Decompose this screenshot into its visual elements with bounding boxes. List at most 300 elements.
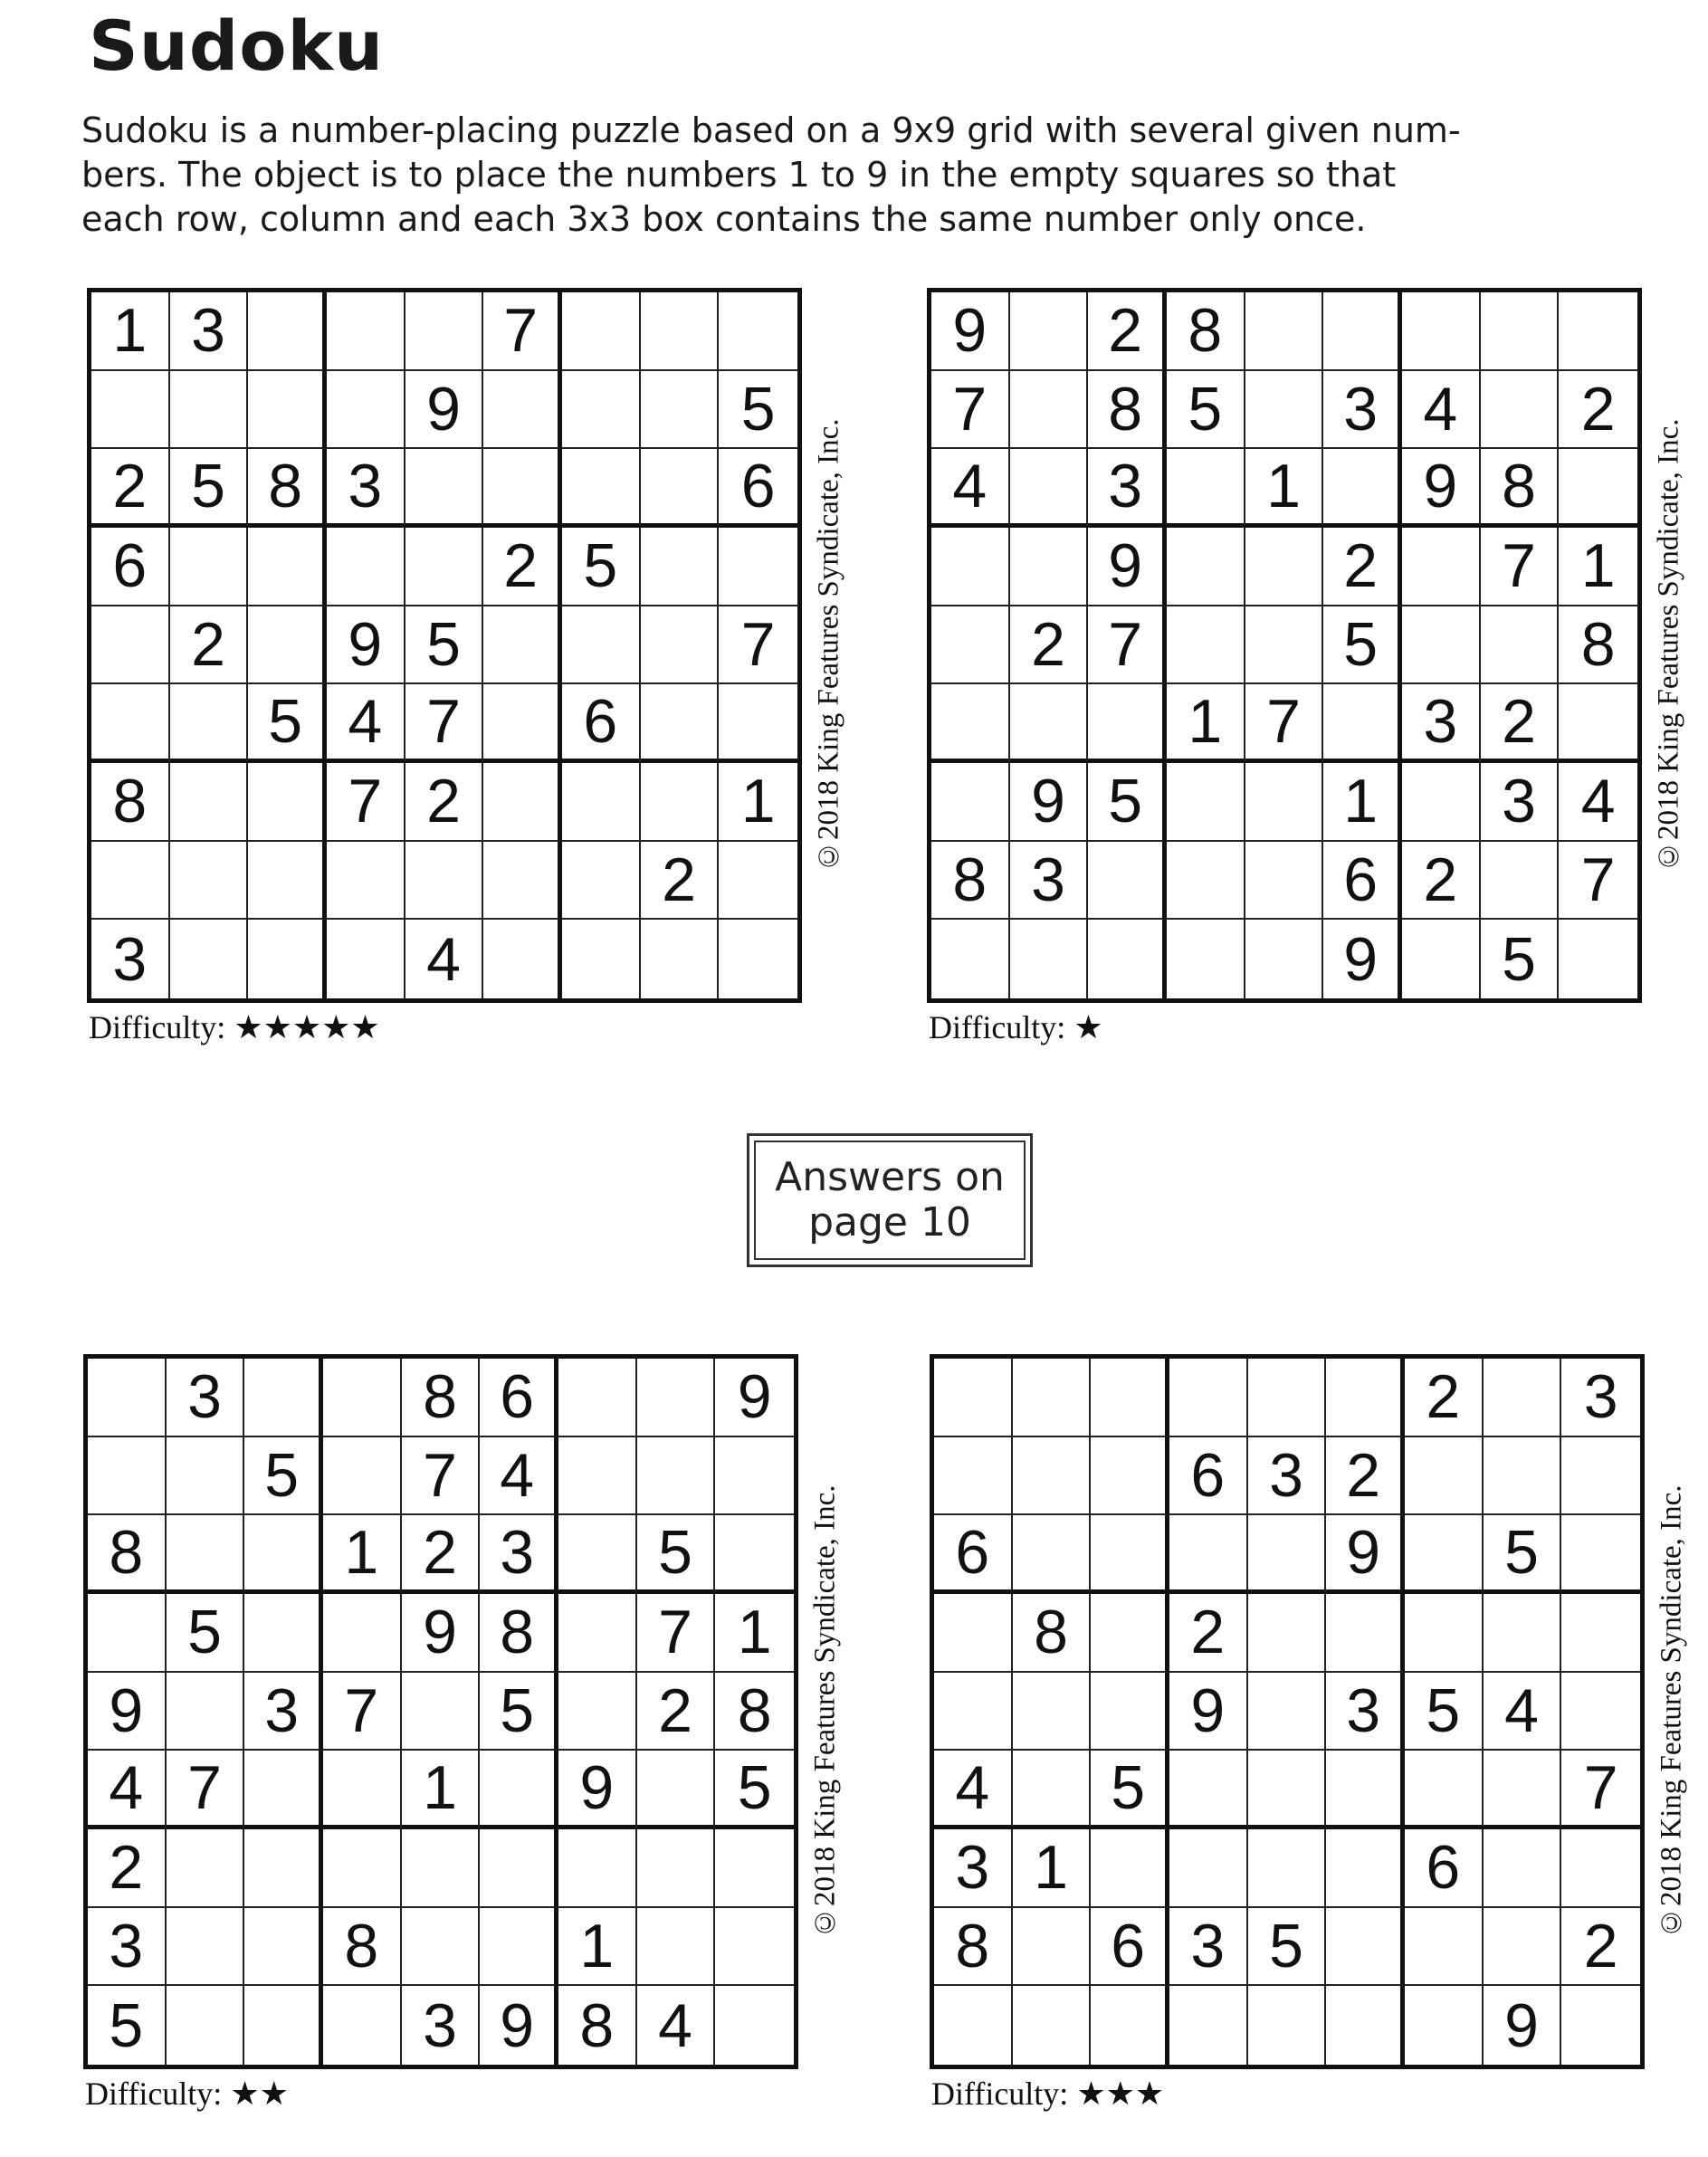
given-number-cell: 8 (91, 763, 170, 842)
given-number-cell: 7 (167, 1751, 245, 1829)
empty-cell (1169, 1515, 1248, 1594)
empty-cell (91, 684, 170, 763)
given-number-cell: 3 (1088, 449, 1167, 528)
empty-cell (1010, 528, 1089, 606)
given-number-cell: 1 (323, 1515, 402, 1594)
empty-cell (562, 920, 641, 998)
empty-cell (1248, 1594, 1327, 1673)
empty-cell (1402, 292, 1481, 371)
empty-cell (715, 1908, 794, 1987)
empty-cell (931, 528, 1010, 606)
given-number-cell: 5 (480, 1673, 558, 1751)
empty-cell (483, 920, 562, 998)
empty-cell (88, 1594, 167, 1673)
given-number-cell: 5 (562, 528, 641, 606)
empty-cell (1013, 1359, 1092, 1437)
sudoku-puzzle-1 (87, 288, 845, 1045)
empty-cell (934, 1986, 1013, 2065)
empty-cell (248, 763, 327, 842)
sudoku-grid (930, 1354, 1645, 2069)
empty-cell (327, 371, 406, 450)
empty-cell (88, 1359, 167, 1437)
empty-cell (1091, 1829, 1169, 1908)
empty-cell (1405, 1986, 1484, 2065)
given-number-cell: 5 (1091, 1751, 1169, 1829)
given-number-cell: 9 (715, 1359, 794, 1437)
given-number-cell: 4 (1402, 371, 1481, 450)
empty-cell (1091, 1359, 1169, 1437)
given-number-cell: 6 (934, 1515, 1013, 1594)
answers-note-inner (754, 1141, 1026, 1260)
empty-cell (1559, 920, 1637, 998)
empty-cell (1248, 1673, 1327, 1751)
empty-cell (1245, 528, 1324, 606)
empty-cell (170, 684, 249, 763)
page-title: Sudoku (89, 5, 385, 86)
given-number-cell: 4 (637, 1986, 716, 2065)
empty-cell (641, 763, 720, 842)
empty-cell (248, 528, 327, 606)
empty-cell (562, 449, 641, 528)
empty-cell (1326, 1829, 1405, 1908)
given-number-cell: 8 (931, 842, 1010, 921)
empty-cell (406, 842, 484, 921)
empty-cell (1405, 1594, 1484, 1673)
given-number-cell: 4 (1559, 763, 1637, 842)
empty-cell (641, 371, 720, 450)
empty-cell (641, 606, 720, 685)
empty-cell (170, 371, 249, 450)
empty-cell (327, 292, 406, 371)
empty-cell (1169, 1986, 1248, 2065)
given-number-cell: 1 (1245, 449, 1324, 528)
empty-cell (167, 1673, 245, 1751)
given-number-cell: 2 (1326, 1437, 1405, 1516)
given-number-cell: 8 (934, 1908, 1013, 1987)
empty-cell (562, 371, 641, 450)
empty-cell (931, 606, 1010, 685)
given-number-cell: 9 (1088, 528, 1167, 606)
empty-cell (1088, 684, 1167, 763)
empty-cell (719, 684, 797, 763)
empty-cell (1561, 1829, 1640, 1908)
empty-cell (323, 1751, 402, 1829)
empty-cell (323, 1437, 402, 1516)
empty-cell (641, 684, 720, 763)
empty-cell (1484, 1751, 1562, 1829)
given-number-cell: 2 (170, 606, 249, 685)
empty-cell (934, 1673, 1013, 1751)
empty-cell (719, 292, 797, 371)
instructions-line: Sudoku is a number-placing puzzle based on a 9x9 grid with several given num- (81, 110, 1461, 150)
given-number-cell: 9 (480, 1986, 558, 2065)
empty-cell (1481, 292, 1560, 371)
empty-cell (91, 371, 170, 450)
given-number-cell: 8 (1559, 606, 1637, 685)
empty-cell (483, 684, 562, 763)
empty-cell (1010, 920, 1089, 998)
empty-cell (1326, 1359, 1405, 1437)
empty-cell (1484, 1437, 1562, 1516)
given-number-cell: 8 (1167, 292, 1245, 371)
given-number-cell: 3 (167, 1359, 245, 1437)
empty-cell (167, 1829, 245, 1908)
given-number-cell: 6 (719, 449, 797, 528)
sudoku-puzzle-4 (930, 1354, 1688, 2112)
given-number-cell: 2 (88, 1829, 167, 1908)
empty-cell (170, 528, 249, 606)
empty-cell (637, 1437, 716, 1516)
copyright-notice: ©2018 King Features Syndicate, Inc. (808, 1484, 842, 1939)
given-number-cell: 9 (1484, 1986, 1562, 2065)
given-number-cell: 4 (88, 1751, 167, 1829)
sudoku-grid (927, 288, 1642, 1003)
empty-cell (1167, 606, 1245, 685)
empty-cell (1561, 1986, 1640, 2065)
empty-cell (1405, 1437, 1484, 1516)
given-number-cell: 2 (1169, 1594, 1248, 1673)
empty-cell (637, 1829, 716, 1908)
given-number-cell: 1 (558, 1908, 637, 1987)
given-number-cell: 8 (1088, 371, 1167, 450)
empty-cell (170, 763, 249, 842)
empty-cell (323, 1986, 402, 2065)
empty-cell (1323, 684, 1402, 763)
empty-cell (1402, 606, 1481, 685)
empty-cell (1402, 528, 1481, 606)
empty-cell (1245, 606, 1324, 685)
given-number-cell: 7 (327, 763, 406, 842)
empty-cell (248, 920, 327, 998)
empty-cell (402, 1673, 481, 1751)
empty-cell (562, 292, 641, 371)
given-number-cell: 5 (1481, 920, 1560, 998)
given-number-cell: 9 (558, 1751, 637, 1829)
empty-cell (1088, 920, 1167, 998)
empty-cell (641, 292, 720, 371)
empty-cell (1010, 371, 1089, 450)
given-number-cell: 1 (402, 1751, 481, 1829)
empty-cell (641, 449, 720, 528)
given-number-cell: 5 (1088, 763, 1167, 842)
empty-cell (562, 842, 641, 921)
given-number-cell: 3 (1010, 842, 1089, 921)
given-number-cell: 2 (641, 842, 720, 921)
given-number-cell: 8 (402, 1359, 481, 1437)
given-number-cell: 4 (327, 684, 406, 763)
given-number-cell: 7 (483, 292, 562, 371)
empty-cell (1326, 1751, 1405, 1829)
empty-cell (483, 763, 562, 842)
sudoku-puzzle-2 (927, 288, 1685, 1045)
given-number-cell: 2 (1481, 684, 1560, 763)
empty-cell (1248, 1515, 1327, 1594)
given-number-cell: 3 (1248, 1437, 1327, 1516)
empty-cell (248, 292, 327, 371)
given-number-cell: 3 (244, 1673, 323, 1751)
given-number-cell: 3 (91, 920, 170, 998)
copyright-notice: ©2018 King Features Syndicate, Inc. (812, 418, 845, 873)
given-number-cell: 1 (1323, 763, 1402, 842)
empty-cell (1559, 292, 1637, 371)
given-number-cell: 2 (483, 528, 562, 606)
empty-cell (1010, 449, 1089, 528)
empty-cell (406, 528, 484, 606)
empty-cell (641, 528, 720, 606)
empty-cell (1088, 842, 1167, 921)
empty-cell (1169, 1829, 1248, 1908)
given-number-cell: 8 (248, 449, 327, 528)
given-number-cell: 5 (1167, 371, 1245, 450)
given-number-cell: 9 (402, 1594, 481, 1673)
empty-cell (170, 920, 249, 998)
empty-cell (1169, 1359, 1248, 1437)
empty-cell (1405, 1515, 1484, 1594)
empty-cell (480, 1829, 558, 1908)
empty-cell (1245, 371, 1324, 450)
empty-cell (1245, 920, 1324, 998)
given-number-cell: 4 (1484, 1673, 1562, 1751)
given-number-cell: 7 (1481, 528, 1560, 606)
given-number-cell: 8 (88, 1515, 167, 1594)
empty-cell (1167, 842, 1245, 921)
empty-cell (406, 292, 484, 371)
given-number-cell: 8 (558, 1986, 637, 2065)
given-number-cell: 5 (1405, 1673, 1484, 1751)
given-number-cell: 8 (1013, 1594, 1092, 1673)
empty-cell (91, 606, 170, 685)
given-number-cell: 6 (480, 1359, 558, 1437)
difficulty-label: Difficulty: ★★★ (931, 2076, 1165, 2112)
empty-cell (715, 1437, 794, 1516)
given-number-cell: 5 (167, 1594, 245, 1673)
answers-note-line: page 10 (808, 1199, 971, 1246)
given-number-cell: 7 (402, 1437, 481, 1516)
empty-cell (719, 920, 797, 998)
given-number-cell: 9 (1169, 1673, 1248, 1751)
given-number-cell: 3 (1481, 763, 1560, 842)
empty-cell (244, 1594, 323, 1673)
empty-cell (1010, 292, 1089, 371)
empty-cell (637, 1359, 716, 1437)
empty-cell (1561, 1594, 1640, 1673)
given-number-cell: 5 (719, 371, 797, 450)
empty-cell (327, 920, 406, 998)
given-number-cell: 8 (323, 1908, 402, 1987)
difficulty-label: Difficulty: ★★★★★ (89, 1009, 380, 1045)
difficulty-label: Difficulty: ★ (929, 1009, 1103, 1045)
empty-cell (1013, 1673, 1092, 1751)
given-number-cell: 8 (1481, 449, 1560, 528)
given-number-cell: 5 (1323, 606, 1402, 685)
empty-cell (558, 1437, 637, 1516)
empty-cell (719, 528, 797, 606)
given-number-cell: 6 (1091, 1908, 1169, 1987)
empty-cell (1484, 1908, 1562, 1987)
given-number-cell: 1 (91, 292, 170, 371)
given-number-cell: 9 (931, 292, 1010, 371)
answers-note-line: Answers on (775, 1154, 1005, 1200)
empty-cell (167, 1908, 245, 1987)
empty-cell (1323, 449, 1402, 528)
given-number-cell: 9 (406, 371, 484, 450)
empty-cell (244, 1751, 323, 1829)
empty-cell (715, 1986, 794, 2065)
copyright-notice: ©2018 King Features Syndicate, Inc. (1655, 1484, 1688, 1939)
empty-cell (1013, 1515, 1092, 1594)
empty-cell (558, 1515, 637, 1594)
given-number-cell: 7 (1088, 606, 1167, 685)
empty-cell (244, 1359, 323, 1437)
given-number-cell: 9 (1402, 449, 1481, 528)
empty-cell (1245, 763, 1324, 842)
empty-cell (641, 920, 720, 998)
empty-cell (167, 1986, 245, 2065)
given-number-cell: 8 (715, 1673, 794, 1751)
given-number-cell: 5 (406, 606, 484, 685)
given-number-cell: 5 (715, 1751, 794, 1829)
given-number-cell: 3 (170, 292, 249, 371)
empty-cell (483, 606, 562, 685)
given-number-cell: 5 (248, 684, 327, 763)
empty-cell (931, 920, 1010, 998)
empty-cell (1481, 606, 1560, 685)
given-number-cell: 7 (931, 371, 1010, 450)
given-number-cell: 4 (480, 1437, 558, 1516)
sudoku-puzzle-3 (83, 1354, 842, 2112)
empty-cell (323, 1359, 402, 1437)
empty-cell (1091, 1673, 1169, 1751)
empty-cell (934, 1437, 1013, 1516)
given-number-cell: 7 (637, 1594, 716, 1673)
given-number-cell: 2 (637, 1673, 716, 1751)
empty-cell (1091, 1594, 1169, 1673)
given-number-cell: 5 (1484, 1515, 1562, 1594)
given-number-cell: 2 (91, 449, 170, 528)
given-number-cell: 1 (719, 763, 797, 842)
given-number-cell: 5 (88, 1986, 167, 2065)
given-number-cell: 6 (1169, 1437, 1248, 1516)
empty-cell (1167, 920, 1245, 998)
given-number-cell: 9 (327, 606, 406, 685)
empty-cell (480, 1751, 558, 1829)
given-number-cell: 3 (1323, 371, 1402, 450)
given-number-cell: 4 (931, 449, 1010, 528)
given-number-cell: 1 (1013, 1829, 1092, 1908)
empty-cell (167, 1515, 245, 1594)
empty-cell (1405, 1751, 1484, 1829)
empty-cell (1484, 1359, 1562, 1437)
answers-note-box (747, 1133, 1033, 1267)
empty-cell (248, 371, 327, 450)
given-number-cell: 2 (406, 763, 484, 842)
empty-cell (402, 1908, 481, 1987)
empty-cell (323, 1594, 402, 1673)
given-number-cell: 9 (88, 1673, 167, 1751)
empty-cell (558, 1673, 637, 1751)
given-number-cell: 7 (323, 1673, 402, 1751)
given-number-cell: 3 (327, 449, 406, 528)
sudoku-grid (87, 288, 802, 1003)
given-number-cell: 6 (562, 684, 641, 763)
given-number-cell: 9 (1323, 920, 1402, 998)
empty-cell (1167, 449, 1245, 528)
empty-cell (715, 1515, 794, 1594)
instructions-line: each row, column and each 3x3 box contains the same number only once. (81, 199, 1367, 239)
given-number-cell: 8 (480, 1594, 558, 1673)
empty-cell (1248, 1986, 1327, 2065)
empty-cell (244, 1515, 323, 1594)
given-number-cell: 5 (170, 449, 249, 528)
empty-cell (1245, 292, 1324, 371)
given-number-cell: 4 (934, 1751, 1013, 1829)
empty-cell (1248, 1829, 1327, 1908)
given-number-cell: 3 (934, 1829, 1013, 1908)
given-number-cell: 2 (402, 1515, 481, 1594)
empty-cell (637, 1908, 716, 1987)
given-number-cell: 2 (1088, 292, 1167, 371)
empty-cell (1248, 1751, 1327, 1829)
empty-cell (1561, 1515, 1640, 1594)
given-number-cell: 2 (1010, 606, 1089, 685)
empty-cell (91, 842, 170, 921)
empty-cell (483, 449, 562, 528)
difficulty-label: Difficulty: ★★ (85, 2076, 289, 2112)
empty-cell (558, 1829, 637, 1908)
empty-cell (558, 1359, 637, 1437)
given-number-cell: 1 (1167, 684, 1245, 763)
given-number-cell: 2 (1323, 528, 1402, 606)
empty-cell (1326, 1986, 1405, 2065)
given-number-cell: 6 (1405, 1829, 1484, 1908)
empty-cell (1484, 1829, 1562, 1908)
empty-cell (1013, 1908, 1092, 1987)
empty-cell (406, 449, 484, 528)
given-number-cell: 2 (1405, 1359, 1484, 1437)
empty-cell (323, 1829, 402, 1908)
empty-cell (1013, 1751, 1092, 1829)
empty-cell (1559, 684, 1637, 763)
given-number-cell: 5 (637, 1515, 716, 1594)
empty-cell (558, 1594, 637, 1673)
given-number-cell: 7 (1559, 842, 1637, 921)
empty-cell (1013, 1437, 1092, 1516)
given-number-cell: 3 (88, 1908, 167, 1987)
given-number-cell: 3 (1326, 1673, 1405, 1751)
copyright-notice: ©2018 King Features Syndicate, Inc. (1652, 418, 1685, 873)
given-number-cell: 7 (406, 684, 484, 763)
given-number-cell: 5 (244, 1437, 323, 1516)
given-number-cell: 6 (1323, 842, 1402, 921)
empty-cell (1091, 1515, 1169, 1594)
empty-cell (1013, 1986, 1092, 2065)
empty-cell (1561, 1437, 1640, 1516)
empty-cell (1091, 1437, 1169, 1516)
empty-cell (1248, 1359, 1327, 1437)
empty-cell (483, 842, 562, 921)
given-number-cell: 1 (715, 1594, 794, 1673)
instructions (81, 109, 1461, 242)
empty-cell (637, 1751, 716, 1829)
empty-cell (1245, 842, 1324, 921)
empty-cell (327, 842, 406, 921)
instructions-line: bers. The object is to place the numbers 1 to 9 in the empty squares so that (81, 155, 1397, 195)
given-number-cell: 5 (1248, 1908, 1327, 1987)
empty-cell (170, 842, 249, 921)
given-number-cell: 3 (1169, 1908, 1248, 1987)
given-number-cell: 9 (1326, 1515, 1405, 1594)
given-number-cell: 2 (1402, 842, 1481, 921)
